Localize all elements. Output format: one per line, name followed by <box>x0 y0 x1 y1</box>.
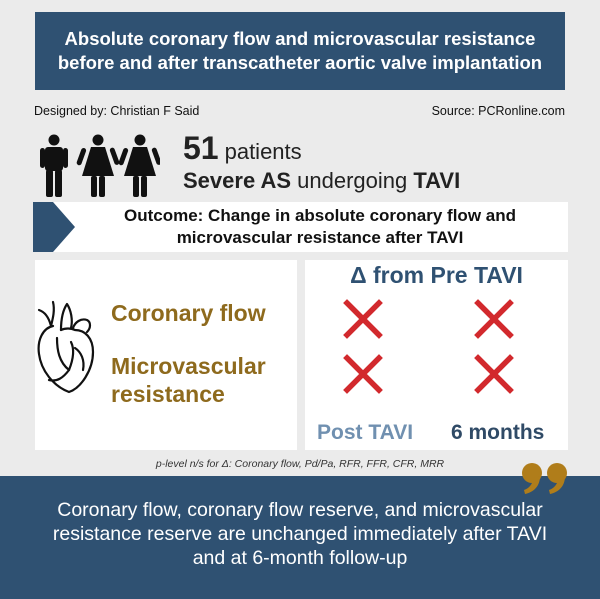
title-banner <box>35 12 565 90</box>
x-mark-icon <box>474 299 514 339</box>
delta-header: Δ from Pre TAVI <box>350 262 523 288</box>
male-icon <box>40 135 68 198</box>
timepoint-six-months: 6 months <box>451 421 545 444</box>
female-icon <box>76 135 120 198</box>
x-mark-icon <box>474 354 514 394</box>
x-mark-icon <box>343 299 383 339</box>
conclusion-text: Coronary flow, coronary flow reserve, and microvascular resistance reserve are unchanged immediately after TAVI and at 6-month follow-up <box>52 499 548 569</box>
x-mark-icon <box>343 354 383 394</box>
page-title: Absolute coronary flow and microvascular resistance before and after transcatheter aortic valve implantation <box>57 28 543 73</box>
timepoint-post-tavi: Post TAVI <box>317 421 414 444</box>
population-procedure: TAVI <box>413 168 461 193</box>
patient-count <box>183 130 302 167</box>
female-icon <box>118 135 160 198</box>
designed-by: Designed by: Christian F Said <box>34 104 200 118</box>
patient-number: 51 <box>183 130 219 166</box>
chevron-right-icon <box>33 202 75 252</box>
population-label <box>183 168 460 194</box>
patient-word: patients <box>224 139 302 164</box>
measure-coronary-flow: Coronary flow <box>111 300 266 326</box>
people-icons <box>36 134 160 198</box>
population-connector: undergoing <box>291 168 414 193</box>
heart-icon <box>35 298 97 396</box>
source-label: Source: PCRonline.com <box>431 104 565 118</box>
footnote: p-level n/s for Δ: Coronary flow, Pd/Pa, RFR, FFR, CFR, MRR <box>155 458 445 470</box>
quote-icon <box>520 462 570 494</box>
measure-microvascular-resistance: Microvascular resistance <box>111 353 266 407</box>
outcome-label: Outcome: Change in absolute coronary flow and microvascular resistance after TAVI <box>124 206 516 247</box>
population-condition: Severe AS <box>183 168 292 193</box>
